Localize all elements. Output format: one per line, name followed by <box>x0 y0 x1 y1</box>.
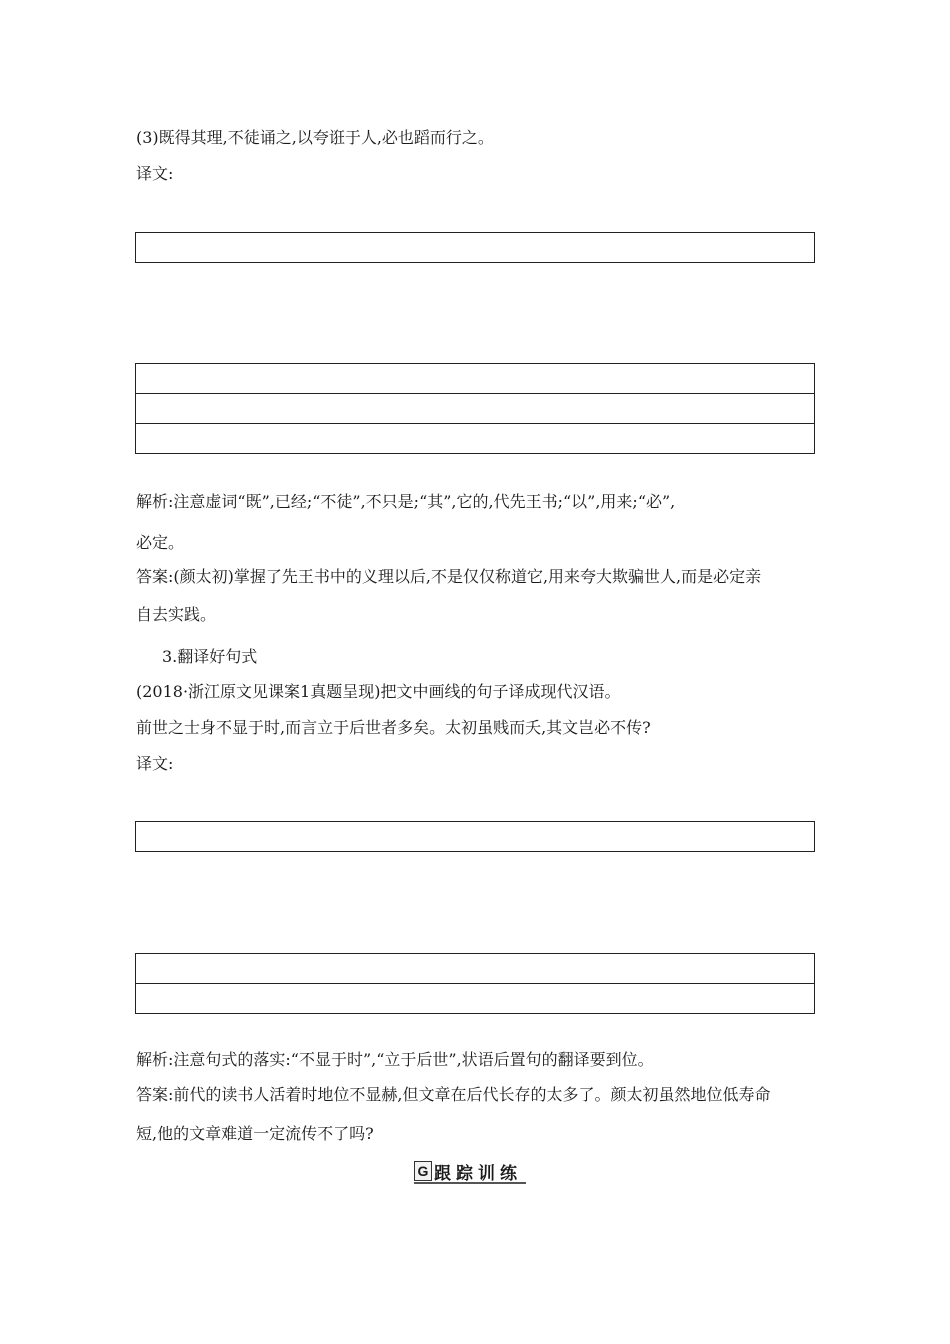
section-title: 跟踪训练 <box>434 1163 522 1184</box>
answer-line[interactable] <box>136 954 814 984</box>
q3-answer-box-top[interactable] <box>135 232 815 263</box>
q3-translation-label: 译文: <box>136 164 174 183</box>
section3-answer-box-top[interactable] <box>135 821 815 852</box>
g-badge-icon: G <box>414 1161 432 1181</box>
answer-line[interactable] <box>136 233 814 262</box>
q3-answer-box-bottom[interactable] <box>135 363 815 454</box>
answer-line[interactable] <box>136 822 814 851</box>
section3-analysis: 解析:注意句式的落实:“不显于时”,“立于后世”,状语后置句的翻译要到位。 <box>136 1050 654 1069</box>
tracking-training-header <box>414 1160 526 1184</box>
answer-line[interactable] <box>136 364 814 394</box>
section3-source: (2018·浙江原文见课案1真题呈现)把文中画线的句子译成现代汉语。 <box>136 682 621 701</box>
section3-heading: 3.翻译好句式 <box>162 647 258 666</box>
section3-answer-line2: 短,他的文章难道一定流传不了吗? <box>136 1124 374 1143</box>
answer-line[interactable] <box>136 984 814 1013</box>
section3-answer-box-bottom[interactable] <box>135 953 815 1014</box>
q3-analysis-line1: 解析:注意虚词“既”,已经;“不徒”,不只是;“其”,它的,代先王书;“以”,用来;“必”, <box>136 492 676 511</box>
answer-line[interactable] <box>136 394 814 424</box>
section3-translation-label: 译文: <box>136 754 174 773</box>
answer-line[interactable] <box>136 424 814 453</box>
section3-sentence: 前世之士身不显于时,而言立于后世者多矣。太初虽贱而夭,其文岂必不传? <box>136 718 651 737</box>
q3-answer-line1: 答案:(颜太初)掌握了先王书中的义理以后,不是仅仅称道它,用来夸大欺骗世人,而是必定亲 <box>136 567 762 586</box>
q3-answer-line2: 自去实践。 <box>136 605 217 624</box>
section3-answer-line1: 答案:前代的读书人活着时地位不显赫,但文章在后代长存的太多了。颜太初虽然地位低寿命 <box>136 1085 771 1104</box>
q3-sentence: (3)既得其理,不徒诵之,以夸诳于人,必也蹈而行之。 <box>136 128 494 147</box>
q3-analysis-line2: 必定。 <box>136 533 185 552</box>
